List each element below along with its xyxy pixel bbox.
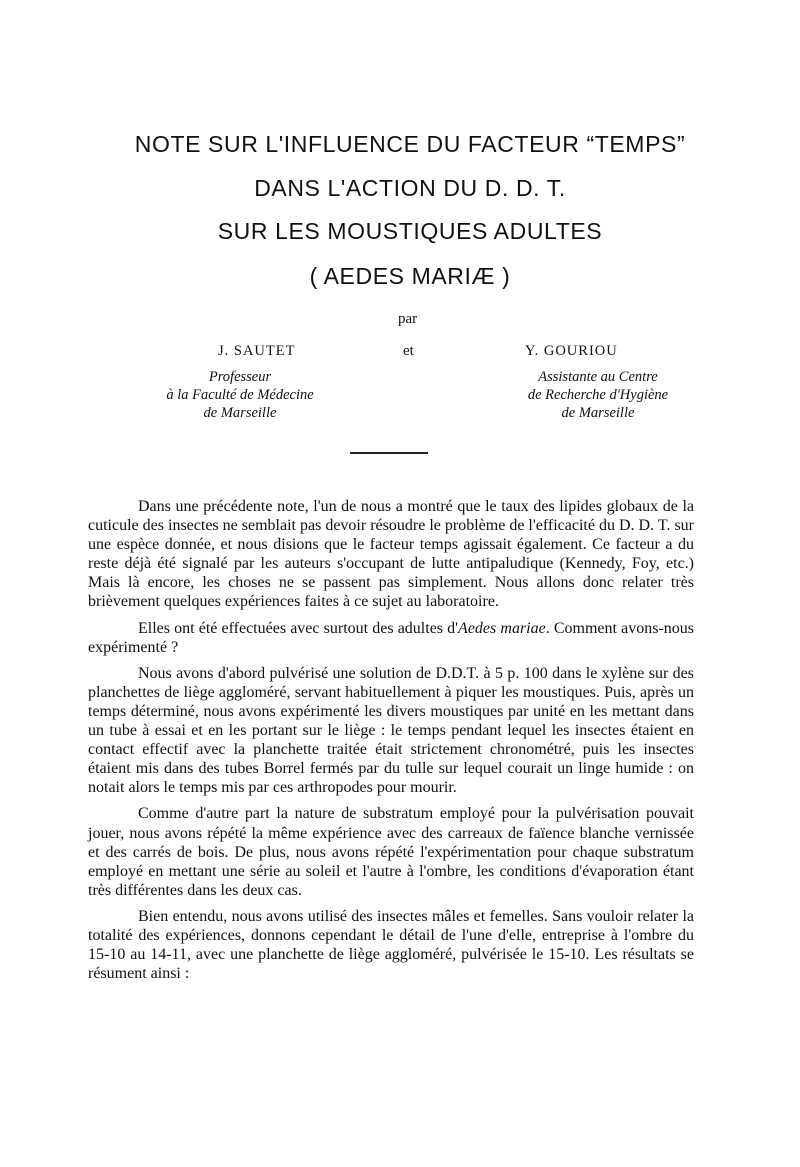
paragraph-3: Nous avons d'abord pulvérisé une solution de D.D.T. à 5 p. 100 dans le xylène sur des planchettes de liège aggloméré, servant habituellement à piquer les moustiques. Puis, après un temps déterminé, nous avons expérimenté les divers moustiques par unité en les mettant dans un tube à essai et en les portant sur le liège : le temps pendant lequel les insectes étaient en contact effectif avec la planchette traitée était strictement chronométré, puis les insectes étaient mis dans des tubes Borrel fermés par du tulle sur lequel courait un linge humide : on notait alors le temps mis par ces arthropodes pour mourir. [88,664,694,797]
title-line-2: DANS L'ACTION DU D. D. T. [254,175,566,201]
author-1-affiliation [120,368,360,422]
paragraph-2-text-end: . Comment avons-nous expérimenté ? [88,619,694,656]
author-1-name: J. SAUTET [218,343,296,359]
paragraph-1: Dans une précédente note, l'un de nous a montré que le taux des lipides globaux de la cuticule des insectes ne semblait pas devoir résoudre le problème de l'efficacité du D. D. T. sur une espèce donnée, et nous disions que le facteur temps agissait également. Ce facteur a du reste déjà été signalé par les auteurs s'occupant de lutte antipaludique (Kennedy, Foy, etc.) Mais là encore, les choses ne se passent pas simplement. Nous allons donc relater très brièvement quelques expériences faites à ce sujet au laboratoire. [88,498,694,611]
species-name: Aedes mariae [458,619,546,637]
byline-par: par [398,311,418,327]
title-line-3: SUR LES MOUSTIQUES ADULTES [217,218,603,244]
author-1-affil-line-2: de Marseille [203,405,277,421]
paragraph-4: Comme d'autre part la nature de substratum employé pour la pulvérisation pouvait jouer, nous avons répété la même expérience avec des carreaux de faïence blanche vernissée et des carrés de bois. De plus, nous avons répété l'expérimentation pour chaque substratum employé en mettant une série au soleil et l'autre à l'ombre, les conditions d'évaporation étant très différentes dans les deux cas. [88,805,694,899]
title-line-1: NOTE SUR L'INFLUENCE DU FACTEUR “TEMPS” [134,131,686,157]
author-2-affiliation [478,368,718,422]
paragraph-5: Bien entendu, nous avons utilisé des insectes mâles et femelles. Sans vouloir relater la totalité des expériences, donnons cependant le détail de l'une d'elle, entreprise à l'ombre du 15-10 au 14-11, avec une planchette de liège aggloméré, pulvérisée le 15-10. Les résultats se résument ainsi : [88,907,694,983]
paragraph-2-text: Elles ont été effectuées avec surtout des adultes d' [138,619,459,637]
byline-et: et [403,343,414,359]
author-1-role: Professeur [208,369,272,385]
author-2-affil-line-1: de Recherche d'Hygiène [527,387,669,403]
author-2-name: Y. GOURIOU [525,343,618,359]
author-2-affil-line-2: de Marseille [561,405,635,421]
title-line-4: ( AEDES MARIÆ ) [309,263,511,289]
author-1-affil-line-1: à la Faculté de Médecine [166,387,314,403]
paragraph-2 [88,619,694,657]
article-body [88,497,694,990]
author-2-role: Assistante au Centre [538,369,658,385]
separator-rule [350,452,428,454]
